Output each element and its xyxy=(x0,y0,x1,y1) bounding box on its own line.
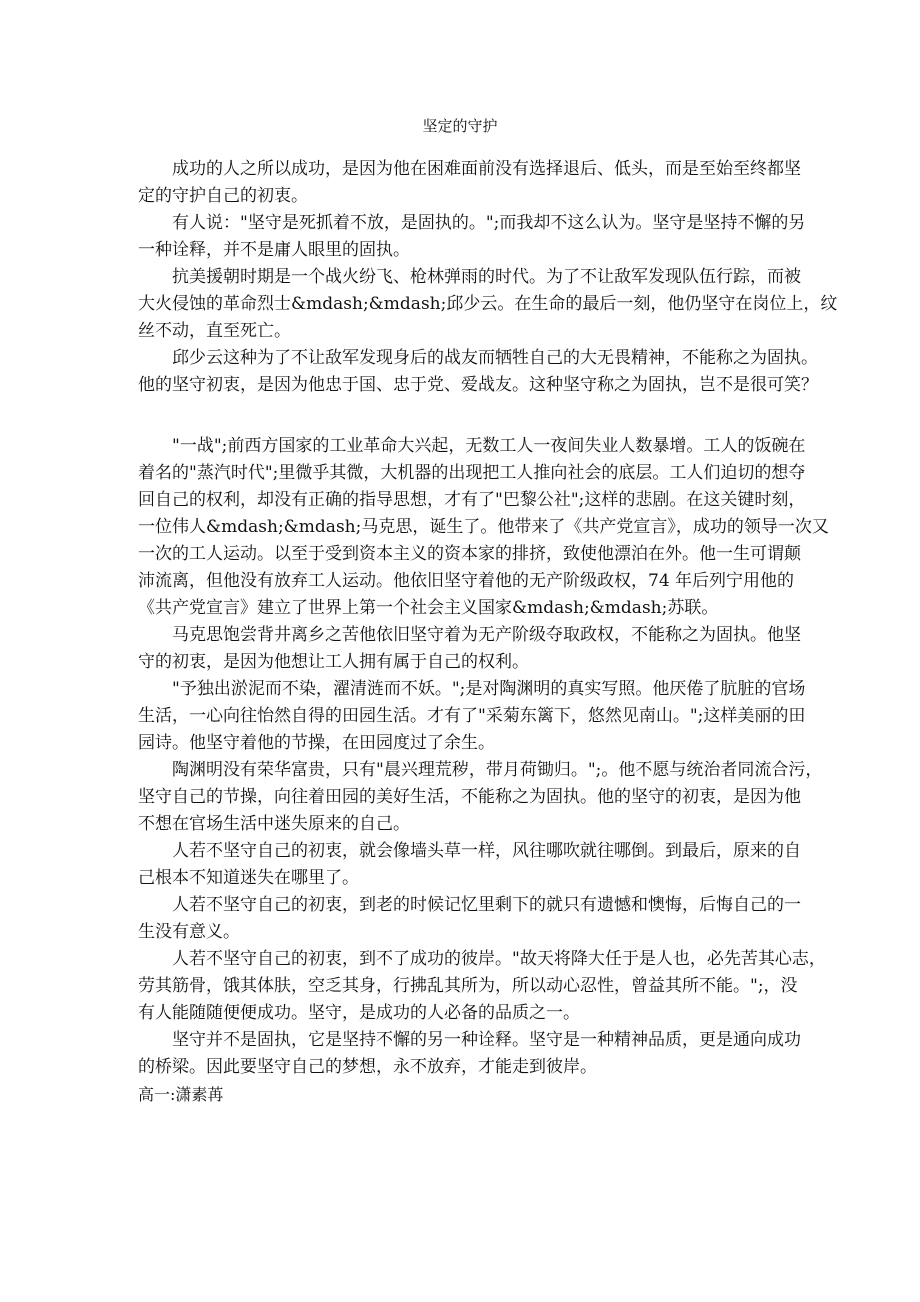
paragraph xyxy=(138,892,818,946)
paragraph xyxy=(138,838,818,892)
paragraph-line: 着名的"蒸汽时代";里微乎其微，大机器的出现把工人推向社会的底层。工人们迫切的想夺 xyxy=(138,463,806,483)
paragraph-line: 成功的人之所以成功，是因为他在困难面前没有选择退后、低头，而是至始至终都坚 xyxy=(172,159,801,179)
paragraph-line: 回自己的权利，却没有正确的指导思想，才有了"巴黎公社";这样的悲剧。在这关键时刻， xyxy=(138,490,806,510)
paragraph-line: 丝不动，直至死亡。 xyxy=(138,321,291,341)
paragraph-line: 陶渊明没有荣华富贵，只有"晨兴理荒秽，带月荷锄归。";。他不愿与统治者同流合污， xyxy=(172,760,823,780)
paragraph-line: 园诗。他坚守着他的节操，在田园度过了余生。 xyxy=(138,733,495,753)
paragraph-line: 人若不坚守自己的初衷，就会像墙头草一样，风往哪吹就往哪倒。到最后，原来的自 xyxy=(172,841,801,861)
paragraph-line: 一位伟人&mdash;&mdash;马克思，诞生了。他带来了《共产党宣言》，成功的领导一次又 xyxy=(138,517,829,537)
paragraph-line: 劳其筋骨，饿其体肤，空乏其身，行拂乱其所为，所以动心忍性，曾益其所不能。";，没 xyxy=(138,976,798,996)
paragraph xyxy=(138,156,818,210)
paragraph xyxy=(138,433,829,622)
paragraph xyxy=(138,946,826,1027)
paragraph-line: 有人说："坚守是死抓着不放，是固执的。";而我却不这么认为。坚守是坚持不懈的另 xyxy=(172,213,806,233)
paragraph-line: "予独出淤泥而不染，濯清涟而不妖。";是对陶渊明的真实写照。他厌倦了肮脏的官场 xyxy=(172,679,806,699)
paragraph-line: 己根本不知道迷失在哪里了。 xyxy=(138,868,359,888)
paragraph xyxy=(138,1027,818,1081)
paragraph-line: 一种诠释，并不是庸人眼里的固执。 xyxy=(138,240,410,260)
paragraph-line: 坚守并不是固执，它是坚持不懈的另一种诠释。坚守是一种精神品质，更是通向成功 xyxy=(172,1030,801,1050)
paragraph xyxy=(138,622,818,676)
paragraph xyxy=(138,264,838,345)
paragraph-line: 抗美援朝时期是一个战火纷飞、枪林弹雨的时代。为了不让敌军发现队伍行踪，而被 xyxy=(172,267,801,287)
paragraph-line: 他的坚守初衷，是因为他忠于国、忠于党、爱战友。这种坚守称之为固执，岂不是很可笑？ xyxy=(138,375,818,395)
paragraph-line: 人若不坚守自己的初衷，到不了成功的彼岸。"故天将降大任于是人也，必先苦其心志， xyxy=(172,949,826,969)
paragraph-line: 的桥梁。因此要坚守自己的梦想，永不放弃，才能走到彼岸。 xyxy=(138,1057,597,1077)
paragraph xyxy=(138,757,823,838)
paragraph-line: 有人能随随便便成功。坚守，是成功的人必备的品质之一。 xyxy=(138,1003,580,1023)
paragraph-line: 定的守护自己的初衷。 xyxy=(138,186,308,206)
author-signature: 高一:潇素苒 xyxy=(138,1085,224,1104)
paragraph-line: 不想在官场生活中迷失原来的自己。 xyxy=(138,814,410,834)
paragraph xyxy=(138,676,818,757)
paragraph xyxy=(138,345,818,399)
paragraph-line: 沛流离，但他没有放弃工人运动。他依旧坚守着他的无产阶级政权，74 年后列宁用他的 xyxy=(138,571,795,591)
paragraph-line: 人若不坚守自己的初衷，到老的时候记忆里剩下的就只有遗憾和懊悔，后悔自己的一 xyxy=(172,895,801,915)
document-body xyxy=(138,156,838,1108)
paragraph-line: 大火侵蚀的革命烈士&mdash;&mdash;邱少云。在生命的最后一刻，他仍坚守在岗位上，纹 xyxy=(138,294,838,314)
paragraph-line: 守的初衷，是因为他想让工人拥有属于自己的权利。 xyxy=(138,652,529,672)
document-title: 坚定的守护 xyxy=(422,117,498,135)
paragraph-line: 生没有意义。 xyxy=(138,922,240,942)
paragraph xyxy=(138,210,818,264)
paragraph-line: "一战";前西方国家的工业革命大兴起，无数工人一夜间失业人数暴增。工人的饭碗在 xyxy=(172,436,806,456)
paragraph-line: 坚守自己的节操，向往着田园的美好生活，不能称之为固执。他的坚守的初衷，是因为他 xyxy=(138,787,801,807)
paragraph-line: 邱少云这种为了不让敌军发现身后的战友而牺牲自己的大无畏精神，不能称之为固执。 xyxy=(172,348,818,368)
paragraph-line: 《共产党宣言》建立了世界上第一个社会主义国家&mdash;&mdash;苏联。 xyxy=(138,598,719,618)
paragraph-line: 马克思饱尝背井离乡之苦他依旧坚守着为无产阶级夺取政权，不能称之为固执。他坚 xyxy=(172,625,801,645)
paragraph-line: 生活，一心向往怡然自得的田园生活。才有了"采菊东篱下，悠然见南山。";这样美丽的田 xyxy=(138,706,806,726)
paragraph-line: 一次的工人运动。以至于受到资本主义的资本家的排挤，致使他漂泊在外。他一生可谓颠 xyxy=(138,544,801,564)
